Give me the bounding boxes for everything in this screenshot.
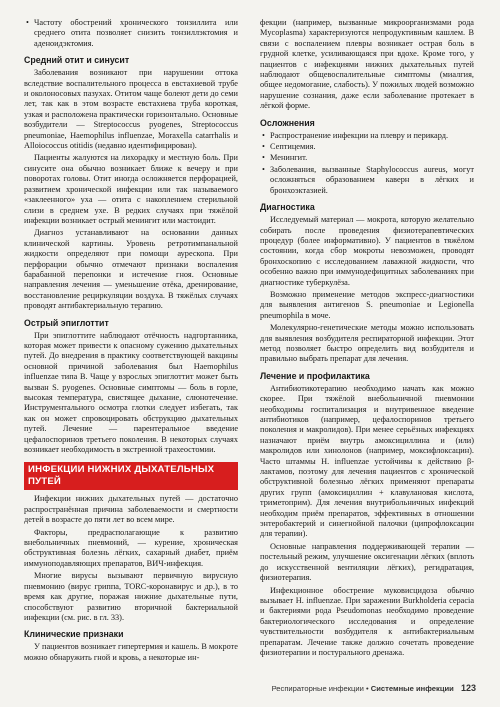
complications-list (260, 131, 474, 196)
complication-item: • Заболевания, вызванные Staphylococcus aureus, могут осложняться образованием каверн в лёгких и бронхоэктазией. (260, 165, 474, 196)
page-footer (272, 683, 476, 693)
epiglottitis-heading: Острый эпиглоттит (24, 317, 109, 328)
complications-heading: Осложнения (260, 117, 315, 128)
page-number: 123 (460, 683, 476, 693)
clinical-paragraph: У пациентов возникает гипертермия и кашель. В мокроте можно обнаружить гной и кровь, а некоторые ин- (24, 642, 238, 662)
diagnostics-heading: Диагностика (260, 202, 315, 213)
lower-paragraph-2: Факторы, предрасполагающие к развитию внебольничных пневмоний, — курение, хроническая обструктивная болезнь лёгких, сахарный диабет, приём иммуноподавляющих препаратов, ВИЧ-инфекция. (24, 527, 238, 568)
continued-paragraph: фекции (например, вызванные микроорганизмами рода Mycoplasma) характеризуются непродуктивным кашлем. В связи с воспалением плевры возникает острая боль в грудной клетке, усиливающаяся при вдохе. Кроме того, у пациентов с инфекциями нижних дыхательных путей наблюдают общевоспалительные симптомы (миалгия, общее недомогание, слабость). У пожилых людей возможно нарушение сознания, даже если заболевание протекает в лёгкой форме. (260, 18, 474, 111)
complication-item: • Септицемия. (260, 142, 474, 152)
diagnostics-paragraph-1: Исследуемый материал — мокрота, которую желательно собирать после проведения физиотерапевтических процедур (более информативно). У пациентов в тяжёлом состоянии, когда сбор мокроты невозможен, проводят бронхоскопию с исследованием лаважной жидкости, что особенно важно при иммунодефицитных заболеваниях при диагностике туберкулёза. (260, 215, 474, 287)
footer-section: Респираторные инфекции (271, 684, 364, 693)
intro-bullet-list (24, 18, 238, 49)
lower-paragraph-1: Инфекции нижних дыхательных путей — достаточно распространённая причина заболеваемости и смертности детей в возрасте до пяти лет во всем мире. (24, 494, 238, 525)
diagnostics-paragraph-3: Молекулярно-генетические методы можно использовать для выявления возбудителя респираторной инфекции. Этот метод позволяет быстро определить вид возбудителя и правильно выбрать препарат для лечения. (260, 323, 474, 364)
left-column (24, 18, 238, 665)
complication-item: • Распространение инфекции на плевру и перикард. (260, 131, 474, 141)
section-banner (24, 462, 238, 490)
footer-separator: • (365, 684, 369, 693)
footer-chapter: Системные инфекции (370, 684, 454, 693)
complication-item: • Менингит. (260, 153, 474, 163)
section-banner-title: ИНФЕКЦИИ НИЖНИХ ДЫХАТЕЛЬНЫХ ПУТЕЙ (28, 464, 215, 488)
treatment-paragraph-1: Антибиотикотерапию необходимо начать как можно скорее. При тяжёлой внебольничной пневмонии необходимы госпитализация и внутривенное введение антибиотиков (например, цефалоспоринов третьего поколения и макролидов). При менее серьёзных инфекциях назначают приём внутрь амоксициллина и (или) макролидов или хинолонов (например, моксифлоксацин). Часто штаммы H. influenzae устойчивы к действию β-лактамов, поэтому для лечения пациентов с хронической обструктивной болезнью лёгких применяют препараты других групп (амоксициллин + клавулановая кислота, триметоприм). Для лечения внутрибольничных инфекций необходим приём препаратов, эффективных в отношении энтеробактерий и синегнойной палочки (ципрофлоксацин для терапии). (260, 383, 474, 539)
epiglottitis-paragraph: При эпиглоттите наблюдают отёчность надгортанника, которая может привести к опасному сужению дыхательных путей. До внедрения в практику соответствующей вакцины основной причиной заболевания был Haemophilus influenzae типа B. Чаще у взрослых эпиглоттит может быть вызван S. pyogenes. Основные симптомы — боль в горле, высокая температура, свистящее дыхание, слюнотечение. Инструментального осмотра глотки следует избегать, так как он может спровоцировать обструкцию дыхательных путей. Лечение — парентеральное введение цефалоспоринов третьего поколения. В некоторых случаях возникает необходимость в экстренной трахеостомии. (24, 330, 238, 455)
otitis-heading: Средний отит и синусит (24, 55, 130, 66)
lower-paragraph-3: Многие вирусы вызывают первичную вирусную пневмонию (вирус гриппа, TORC-коронавирус и др.), в то время как другие, поражая нижние дыхательные пути, способствуют развитию вторичной бактериальной инфекции (см. рис. в гл. 33). (24, 571, 238, 622)
treatment-paragraph-3: Инфекционное обострение муковисцидоза обычно вызывает H. influenzae. При заражении Burkholderia cepacia и бактериями рода Pseudomonas необходимо проведение бактериологического исследования и определение чувствительности возбудителя к антибактериальным препаратам. Лечение также должно сочетать проведение физиотерапии и постурального дренажа. (260, 585, 474, 657)
right-column (260, 18, 474, 660)
otitis-paragraph-1: Заболевания возникают при нарушении оттока вследствие воспалительного процесса в евстахиевой трубе и околоносовых пазухах. Отитом чаще болеют дети до семи лет, так как в этом возрасте евстахиева труба короткая, узкая и расположена практически горизонтально. Основные возбудители — Streptococcus pyogenes, Streptococcus pneumoniae, Haemophilus influenzae, Moraxella catarrhalis и Alloiococcus otitidis (недавно идентифицирован). (24, 68, 238, 151)
treatment-paragraph-2: Основные направления поддерживающей терапии — постельный режим, улучшение оксигенации лёгких (вплоть до искусственной вентиляции лёгких), регидратация, физиотерапия. (260, 541, 474, 583)
otitis-paragraph-3: Диагноз устанавливают на основании данных клинической картины. Уровень ретротимпанальной жидкости определяют при помощи аурескопа. При перфорации обычно отмечают признаки воспаления барабанной перепонки и истечение гноя. Основные направления лечения — уменьшение отёка, дренирование, восстановление рециркуляции воздуха. В тяжёлых случаях проводят антибактериальную терапию. (24, 228, 238, 311)
otitis-paragraph-2: Пациенты жалуются на лихорадку и местную боль. При синусите она обычно возникает ближе к вечеру и при поворотах головы. Отит иногда осложняется перфорацией, развитием хронической инфекции или так называемого «заклеенного» уха — отита с накоплением стерильной слизи в среднем ухе. В редких случаях при тяжёлой инфекции возникает острый менингит или мастоидит. (24, 153, 238, 225)
diagnostics-paragraph-2: Возможно применение методов экспресс-диагностики для выявления антигенов S. pneumoniae и Legionella pneumophila в моче. (260, 289, 474, 320)
treatment-heading: Лечение и профилактика (260, 370, 370, 381)
clinical-heading: Клинические признаки (24, 629, 124, 640)
intro-bullet: • Частоту обострений хронического тонзиллита или среднего отита позволяет снизить тонзиллэктомия и аденоидэктомия. (24, 18, 238, 49)
